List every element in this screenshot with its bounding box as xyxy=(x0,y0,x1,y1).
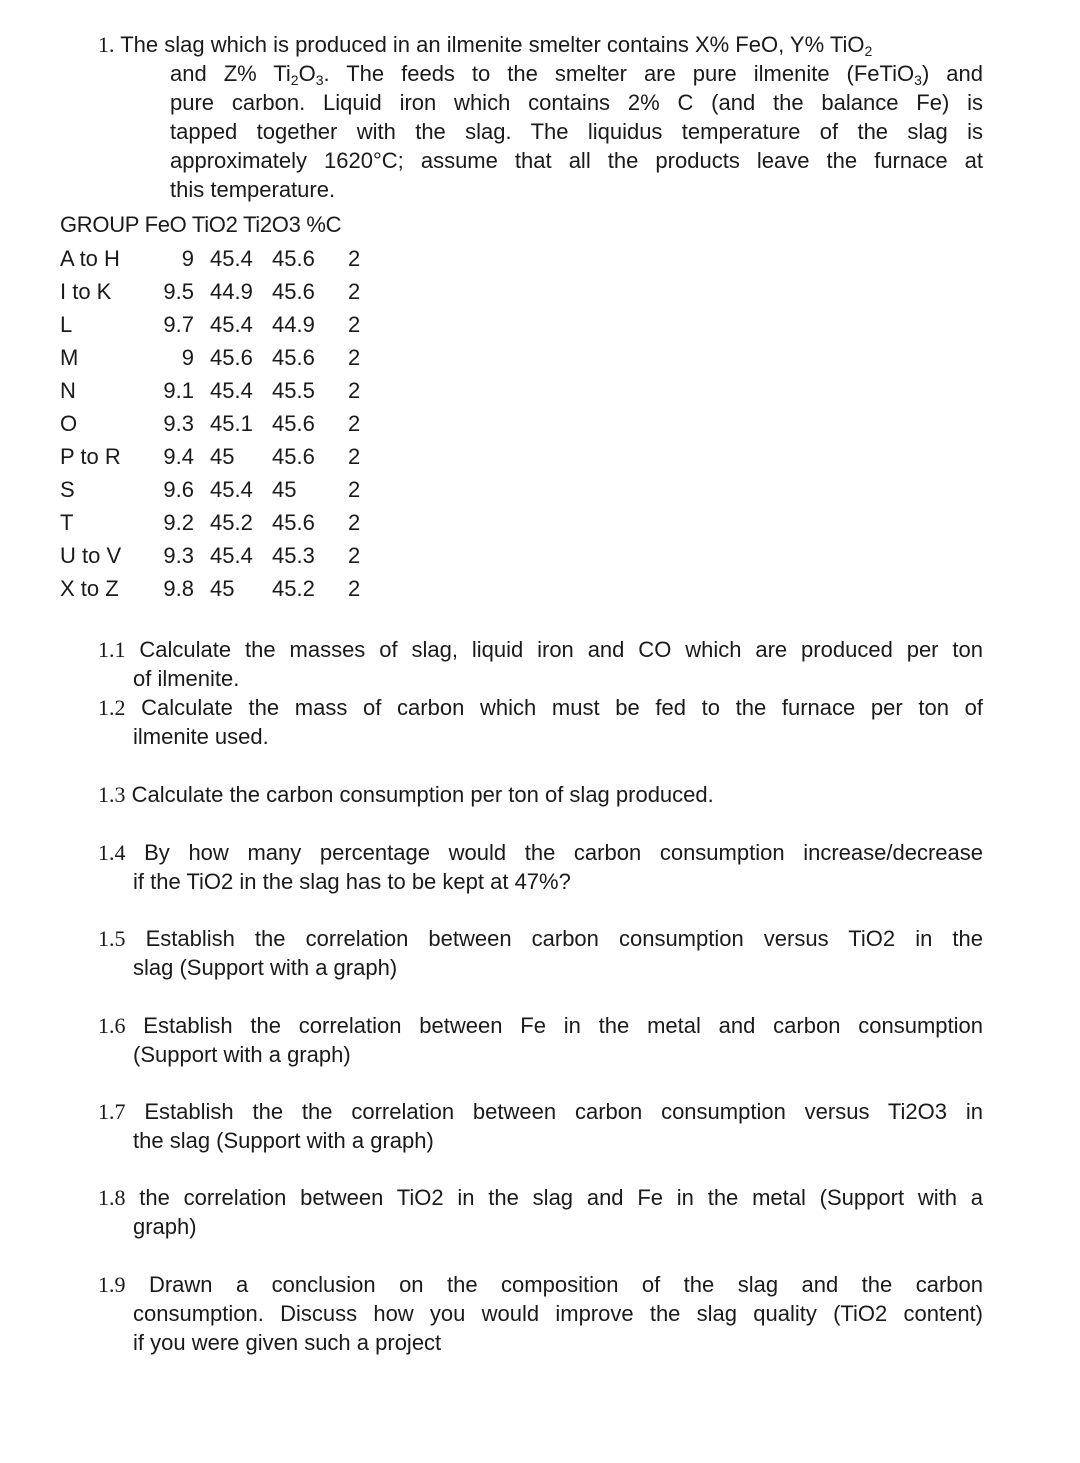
cell-group: U to V xyxy=(60,543,122,568)
cell-tio2: 45.4 xyxy=(210,378,253,403)
question-1-8 xyxy=(98,1183,983,1241)
question-number: 1.8 xyxy=(98,1185,126,1210)
cell-tio2: 45.4 xyxy=(210,477,253,502)
question-line: slag (Support with a graph) xyxy=(133,955,398,980)
cell-carbon: 2 xyxy=(348,312,361,337)
cell-feo: 9.3 xyxy=(163,543,194,568)
question-line xyxy=(98,693,983,722)
question-1-7 xyxy=(98,1097,983,1155)
question-number: 1.6 xyxy=(98,1013,126,1038)
question-number: 1.7 xyxy=(98,1099,126,1124)
table-row xyxy=(60,279,380,312)
cell-carbon: 2 xyxy=(348,576,361,601)
cell-tio2: 45 xyxy=(210,576,235,601)
cell-carbon: 2 xyxy=(348,246,361,271)
cell-feo: 9.8 xyxy=(163,576,194,601)
table-row xyxy=(60,543,380,576)
cell-carbon: 2 xyxy=(348,543,361,568)
cell-group: T xyxy=(60,510,74,535)
cell-tio2: 45.6 xyxy=(210,345,253,370)
question-line: if the TiO2 in the slag has to be kept at 47%? xyxy=(133,869,571,894)
cell-feo: 9 xyxy=(181,345,194,370)
question-line xyxy=(98,1270,983,1299)
question-line: ilmenite used. xyxy=(133,724,269,749)
question-number: 1.9 xyxy=(98,1272,126,1297)
cell-feo: 9 xyxy=(181,246,194,271)
question-number: 1.2 xyxy=(98,695,126,720)
cell-group: X to Z xyxy=(60,576,119,601)
question-text: By how many percentage would the carbon consumption increase/decrease xyxy=(125,840,983,865)
cell-carbon: 2 xyxy=(348,411,361,436)
question-text: Drawn a conclusion on the composition of the slag and the carbon xyxy=(125,1272,983,1297)
cell-feo: 9.5 xyxy=(163,279,194,304)
cell-ti2o3: 45.6 xyxy=(272,279,315,304)
cell-ti2o3: 44.9 xyxy=(272,312,315,337)
table-row xyxy=(60,246,380,279)
cell-ti2o3: 45.2 xyxy=(272,576,315,601)
question-line xyxy=(98,838,983,867)
question-number: 1.1 xyxy=(98,637,126,662)
cell-feo: 9.7 xyxy=(163,312,194,337)
cell-tio2: 45.1 xyxy=(210,411,253,436)
table-row xyxy=(60,477,380,510)
cell-ti2o3: 45.6 xyxy=(272,444,315,469)
cell-ti2o3: 45.6 xyxy=(272,246,315,271)
intro-line-2: and Z% $Ti_2O_3$. The feeds to the smelter are pure ilmenite (FeTiO$_3$) and xyxy=(170,61,983,88)
cell-carbon: 2 xyxy=(348,378,361,403)
question-text: Establish the correlation between carbon consumption versus TiO2 in the xyxy=(125,926,983,951)
intro-line-5: approximately 1620°C; assume that all the products leave the furnace at xyxy=(170,148,983,173)
question-line: if you were given such a project xyxy=(133,1330,442,1355)
question-line: the slag (Support with a graph) xyxy=(133,1128,434,1153)
cell-ti2o3: 45.6 xyxy=(272,345,315,370)
question-1-2 xyxy=(98,693,983,751)
question-number: 1.4 xyxy=(98,840,126,865)
question-line: of ilmenite. xyxy=(133,666,240,691)
table-header: GROUP FeO TiO2 Ti2O3 %C xyxy=(60,212,342,237)
question-text: Calculate the masses of slag, liquid iron and CO which are produced per ton xyxy=(125,637,983,662)
cell-tio2: 45.2 xyxy=(210,510,253,535)
cell-feo: 9.4 xyxy=(163,444,194,469)
question-1-5 xyxy=(98,924,983,982)
cell-carbon: 2 xyxy=(348,510,361,535)
cell-tio2: 45.4 xyxy=(210,543,253,568)
question-line: graph) xyxy=(133,1214,197,1239)
intro-line-1: 1. The slag which is produced in an ilmenite smelter contains X% FeO, Y% TiO$_2$ xyxy=(98,32,873,59)
cell-ti2o3: 45.3 xyxy=(272,543,315,568)
cell-carbon: 2 xyxy=(348,279,361,304)
cell-tio2: 45.4 xyxy=(210,312,253,337)
question-line xyxy=(98,924,983,953)
cell-group: N xyxy=(60,378,76,403)
cell-carbon: 2 xyxy=(348,477,361,502)
table-row xyxy=(60,345,380,378)
cell-ti2o3: 45 xyxy=(272,477,297,502)
cell-group: O xyxy=(60,411,78,436)
cell-group: I to K xyxy=(60,279,112,304)
question-line xyxy=(98,1183,983,1212)
question-line xyxy=(98,1097,983,1126)
question-1-9 xyxy=(98,1270,983,1357)
question-line: consumption. Discuss how you would improve the slag quality (TiO2 content) xyxy=(133,1301,983,1326)
cell-group: A to H xyxy=(60,246,120,271)
question-1-1 xyxy=(98,635,983,693)
question-line xyxy=(98,780,983,809)
intro-line-3: pure carbon. Liquid iron which contains 2% C (and the balance Fe) is xyxy=(170,90,983,115)
question-number: 1.3 xyxy=(98,782,126,807)
question-line xyxy=(98,1011,983,1040)
question-1-4 xyxy=(98,838,983,896)
question-text: Calculate the mass of carbon which must be fed to the furnace per ton of xyxy=(125,695,983,720)
cell-feo: 9.3 xyxy=(163,411,194,436)
cell-group: P to R xyxy=(60,444,121,469)
question-1-6 xyxy=(98,1011,983,1069)
question-line xyxy=(98,635,983,664)
cell-ti2o3: 45.5 xyxy=(272,378,315,403)
question-text: Establish the correlation between Fe in the metal and carbon consumption xyxy=(125,1013,983,1038)
cell-tio2: 44.9 xyxy=(210,279,253,304)
intro-line-4: tapped together with the slag. The liquidus temperature of the slag is xyxy=(170,119,983,144)
table-row xyxy=(60,312,380,345)
intro-line-6: this temperature. xyxy=(170,177,336,202)
cell-tio2: 45 xyxy=(210,444,235,469)
question-text: the correlation between TiO2 in the slag and Fe in the metal (Support with a xyxy=(125,1185,983,1210)
question-1-3 xyxy=(98,780,983,809)
problem-number: 1. xyxy=(98,32,115,57)
cell-carbon: 2 xyxy=(348,444,361,469)
cell-feo: 9.6 xyxy=(163,477,194,502)
question-text: Establish the the correlation between carbon consumption versus Ti2O3 in xyxy=(125,1099,983,1124)
cell-feo: 9.2 xyxy=(163,510,194,535)
cell-tio2: 45.4 xyxy=(210,246,253,271)
cell-group: M xyxy=(60,345,79,370)
cell-group: S xyxy=(60,477,75,502)
cell-carbon: 2 xyxy=(348,345,361,370)
question-line: (Support with a graph) xyxy=(133,1042,351,1067)
cell-feo: 9.1 xyxy=(163,378,194,403)
table-row xyxy=(60,510,380,543)
table-row xyxy=(60,576,380,609)
cell-ti2o3: 45.6 xyxy=(272,510,315,535)
table-row xyxy=(60,444,380,477)
question-text: Calculate the carbon consumption per ton of slag produced. xyxy=(125,782,714,807)
question-number: 1.5 xyxy=(98,926,126,951)
cell-group: L xyxy=(60,312,73,337)
table-row xyxy=(60,411,380,444)
cell-ti2o3: 45.6 xyxy=(272,411,315,436)
problem-statement xyxy=(98,30,983,204)
table-row xyxy=(60,378,380,411)
